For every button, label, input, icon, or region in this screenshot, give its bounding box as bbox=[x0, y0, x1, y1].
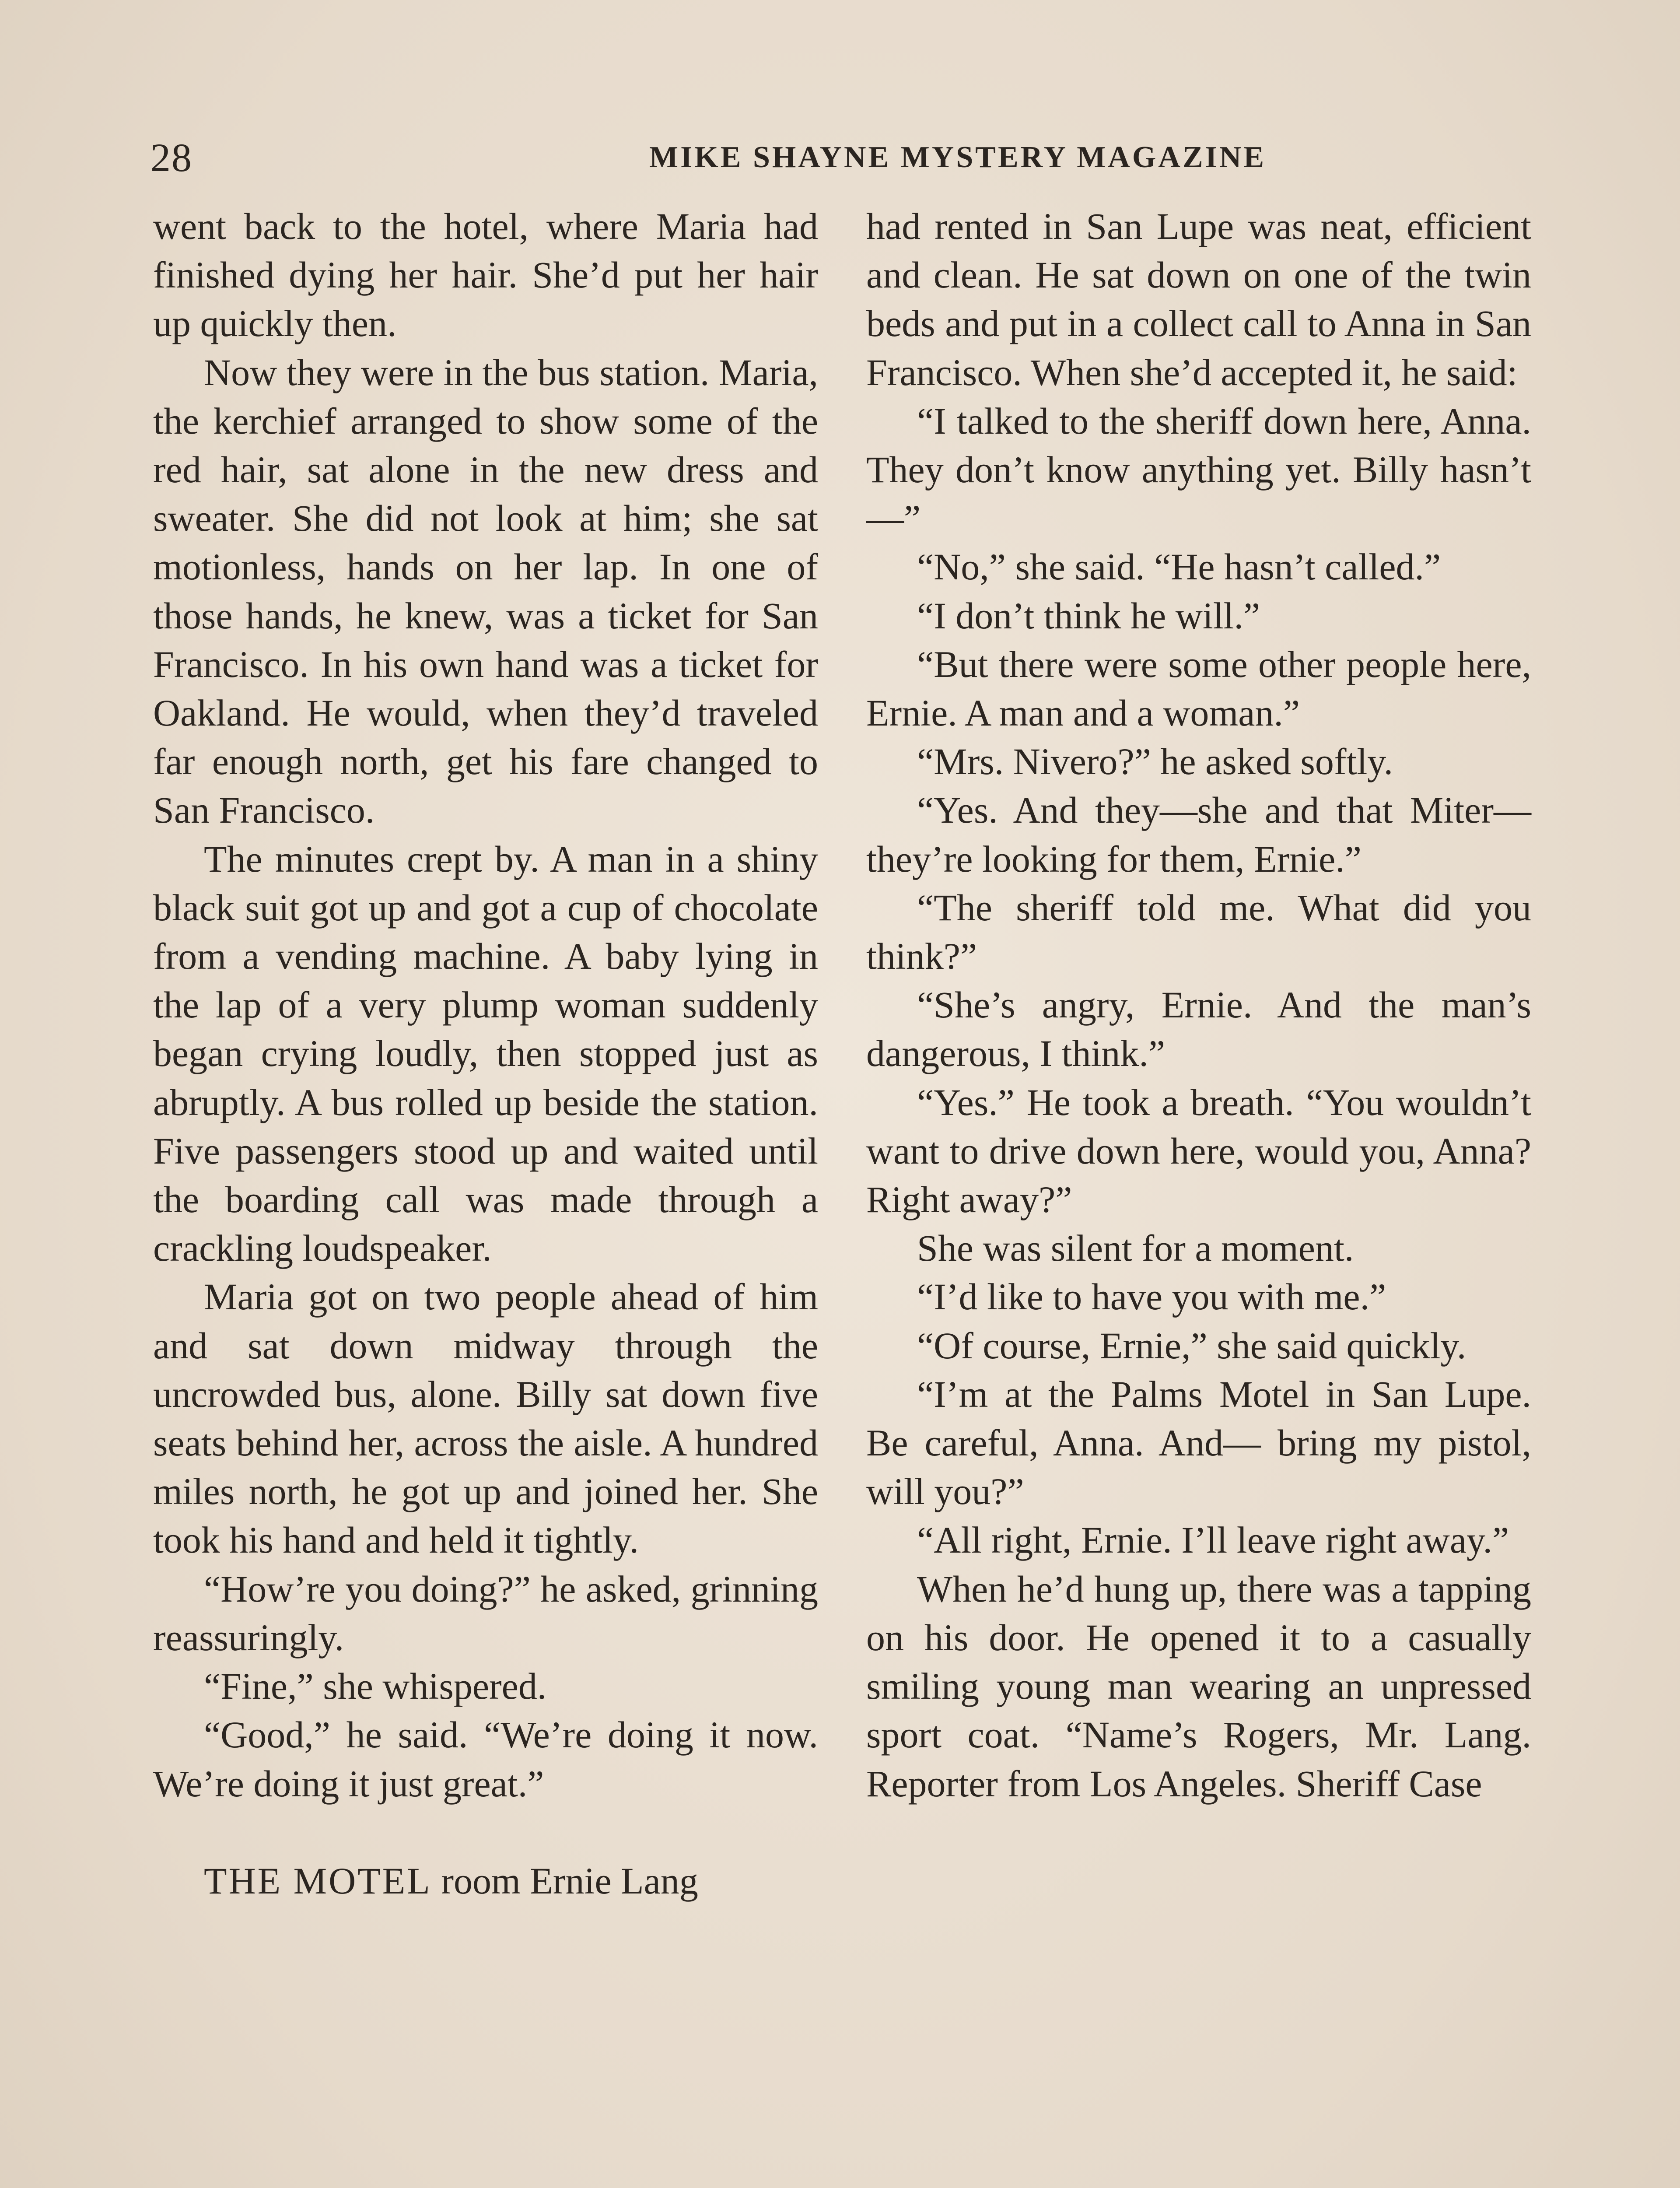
paragraph: When he’d hung up, there was a tapping on his door. He opened it to a casually smiling young man wearing an unpressed sport coat. “Name’s Rogers, Mr. Lang. Reporter from Los Angeles. Sheriff Case bbox=[866, 1567, 1531, 1805]
paragraph: “All right, Ernie. I’ll leave right away.” bbox=[917, 1519, 1509, 1561]
section-lead-text: room Ernie Lang bbox=[431, 1859, 698, 1902]
paragraph: “But there were some other people here, Ernie. A man and a woman.” bbox=[866, 643, 1531, 734]
paragraph: Now they were in the bus station. Maria, the kerchief arranged to show some of the red hair, sat alone in the new dress and sweater. She did not look at him; she sat motionless, hands on her lap. In one of those hands, he knew, was a ticket for San Francisco. In his own hand was a ticket for Oakland. He would, when they’d traveled far enough north, get his fare changed to San Francisco. bbox=[153, 351, 818, 831]
paragraph: “I talked to the sheriff down here, Anna. They don’t know anything yet. Billy hasn’t—” bbox=[866, 400, 1531, 540]
paragraph: The minutes crept by. A man in a shiny black suit got up and got a cup of chocolate from a vending machine. A baby lying in the lap of a very plump woman suddenly began crying loudly, then stopped just as abruptly. A bus rolled up beside the station. Five passengers stood up and waited until the boarding call was made through a crackling loudspeaker. bbox=[153, 838, 818, 1269]
paragraph: “I don’t think he will.” bbox=[917, 594, 1260, 637]
paragraph: went back to the hotel, where Maria had finished dying her hair. She’d put her hair up quickly then. bbox=[153, 205, 818, 345]
running-head: MIKE SHAYNE MYSTERY MAGAZINE bbox=[649, 140, 1267, 174]
paragraph: “I’d like to have you with me.” bbox=[917, 1276, 1386, 1318]
paragraph: “Yes. And they—she and that Miter—they’re looking for them, Ernie.” bbox=[866, 789, 1531, 880]
paragraph: “How’re you doing?” he asked, grinning reassuringly. bbox=[153, 1567, 818, 1659]
paragraph: “I’m at the Palms Motel in San Lupe. Be careful, Anna. And— bring my pistol, will you?” bbox=[866, 1373, 1531, 1513]
paragraph: “Of course, Ernie,” she said quickly. bbox=[917, 1324, 1466, 1367]
paragraph: She was silent for a moment. bbox=[917, 1227, 1354, 1269]
paragraph: “Good,” he said. “We’re doing it now. We’re doing it just great.” bbox=[153, 1714, 818, 1805]
paragraph: “No,” she said. “He hasn’t called.” bbox=[917, 546, 1441, 588]
paragraph: “She’s angry, Ernie. And the man’s dangerous, I think.” bbox=[866, 984, 1531, 1075]
paragraph: “Mrs. Nivero?” he asked softly. bbox=[917, 740, 1393, 783]
paragraph: had rented in San Lupe was neat, efficient and clean. He sat down on one of the twin beds and put in a collect call to Anna in San Francisco. When she’d accepted it, he said: bbox=[866, 205, 1531, 393]
section-opening-paragraph bbox=[153, 1857, 818, 1905]
paragraph: “Yes.” He took a breath. “You wouldn’t want to drive down here, would you, Anna? Right away?” bbox=[866, 1081, 1531, 1221]
left-column bbox=[153, 202, 818, 1905]
page-number: 28 bbox=[150, 135, 192, 180]
page-header bbox=[150, 131, 1529, 184]
paragraph: “Fine,” she whispered. bbox=[204, 1665, 547, 1708]
paragraph: “The sheriff told me. What did you think?” bbox=[866, 886, 1531, 978]
right-column bbox=[866, 202, 1531, 1808]
paragraph: Maria got on two people ahead of him and sat down midway through the uncrowded bus, alone. Billy sat down five seats behind her, across the aisle. A hundred miles north, he got up and joined her. She took his hand and held it tightly. bbox=[153, 1276, 818, 1561]
section-lead-in: THE MOTEL bbox=[204, 1859, 432, 1902]
